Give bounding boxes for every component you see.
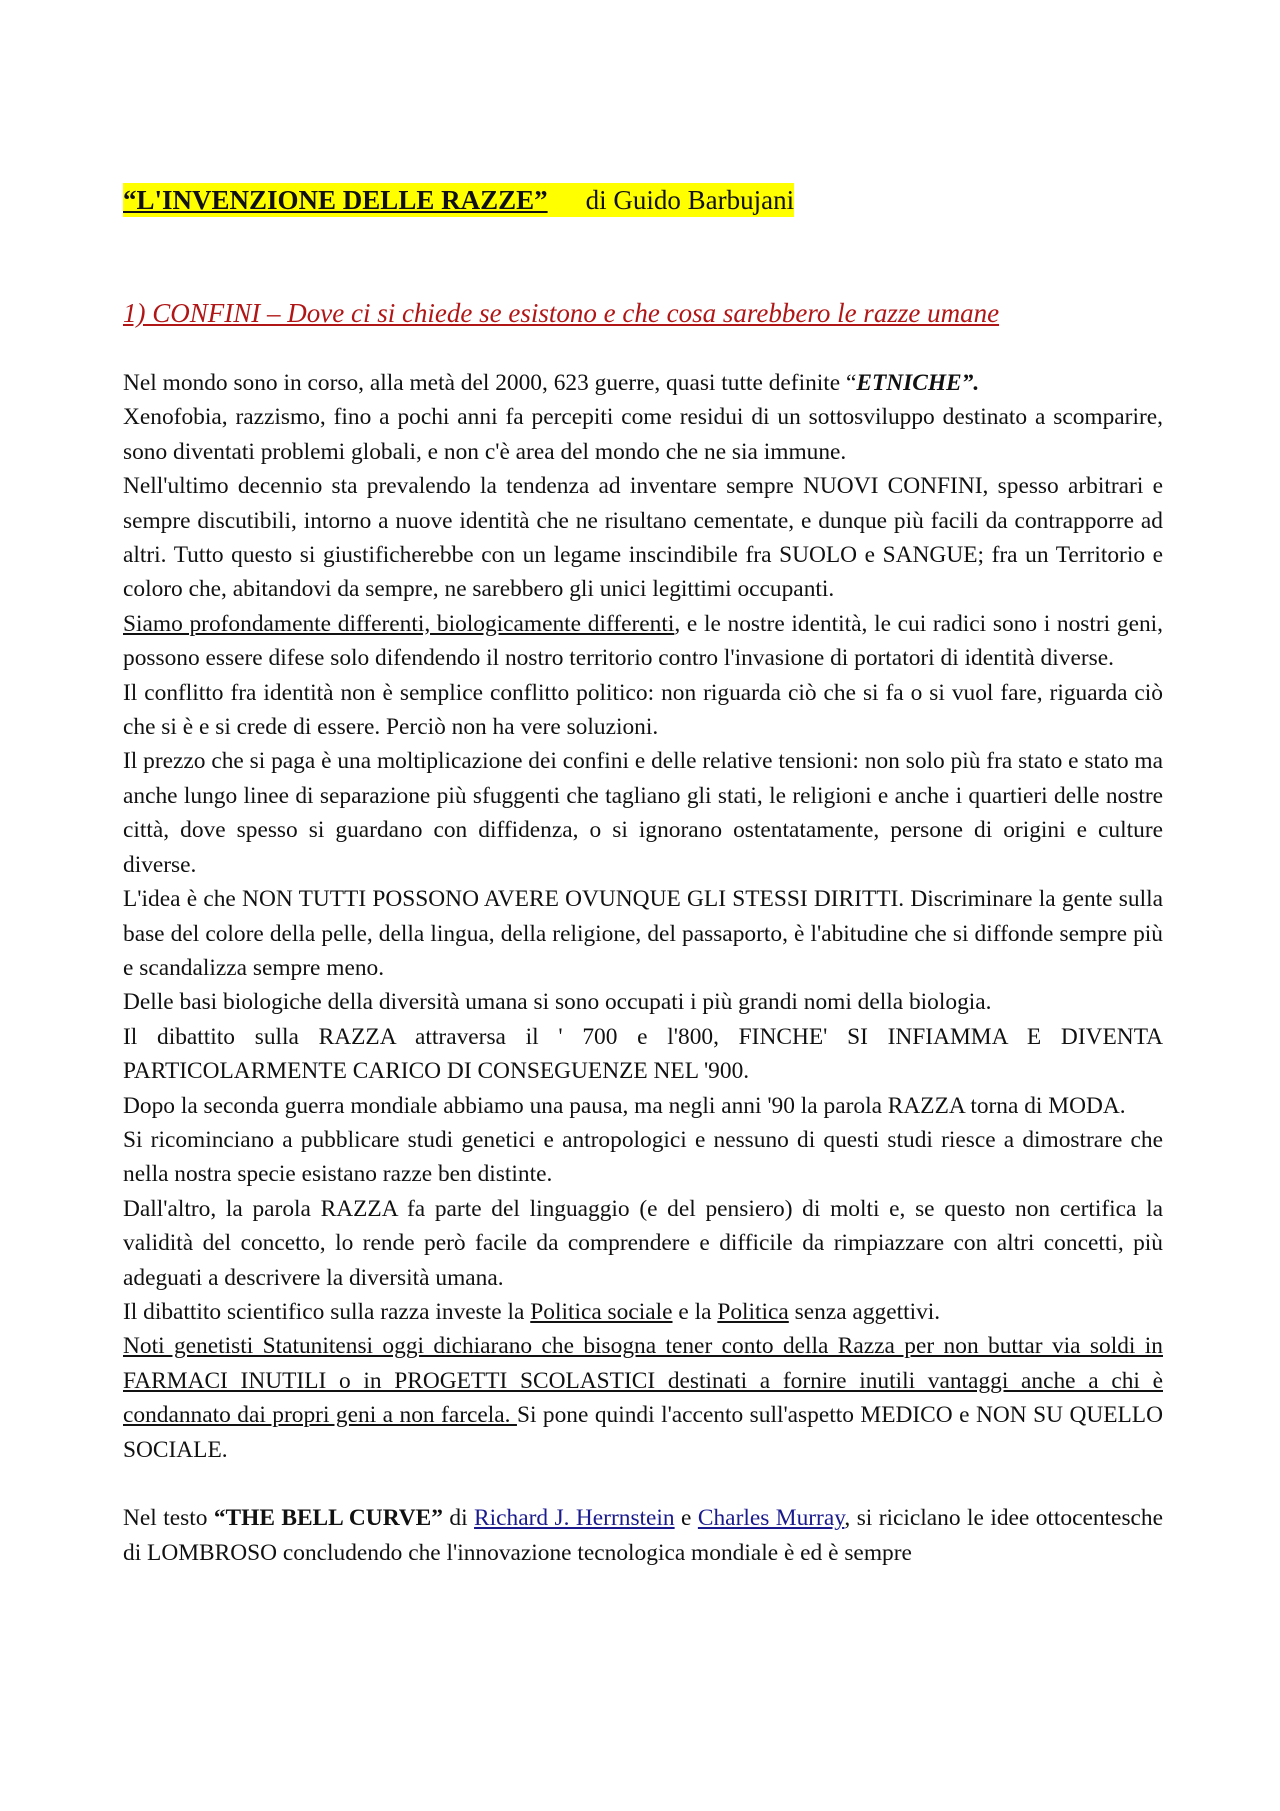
underlined-politica-sociale: Politica sociale [530, 1298, 673, 1325]
emphasis-etniche: ETNICHE”. [856, 370, 980, 396]
underlined-text: Siamo profondamente differenti, biologicamente differenti [123, 610, 675, 637]
paragraph: Siamo profondamente differenti, biologicamente differenti, e le nostre identità, le cui radici sono i nostri geni, possono essere difese solo difendendo il nostro territorio contro l'invasione di portatori di identità diverse. [123, 610, 1163, 672]
paragraph: Il prezzo che si paga è una moltiplicazione dei confini e delle relative tensioni: non solo più fra stato e stato ma anche lungo linee di separazione più sfuggenti che tagliano gli stati, le religioni e anche i quartieri delle nostre città, dove spesso si guardano con diffidenza, o si ignorano ostentatamente, persone di origini e culture diverse. [123, 748, 1163, 878]
link-richard-herrnstein[interactable]: Richard J. Herrnstein [474, 1505, 675, 1532]
paragraph: Il dibattito scientifico sulla razza investe la Politica sociale e la Politica senza aggettivi. [123, 1298, 941, 1325]
paragraph: Dopo la seconda guerra mondiale abbiamo una pausa, ma negli anni '90 la parola RAZZA torna di MODA. [123, 1092, 1126, 1119]
underlined-politica: Politica [717, 1298, 789, 1325]
paragraph: Xenofobia, razzismo, fino a pochi anni fa percepiti come residui di un sottosviluppo destinato a scomparire, sono diventati problemi globali, e non c'è area del mondo che ne sia immune. [123, 404, 1163, 465]
document-body [123, 366, 1163, 1570]
blank-line [123, 1467, 1163, 1501]
paragraph: Nell'ultimo decennio sta prevalendo la tendenza ad inventare sempre NUOVI CONFINI, spesso arbitrari e sempre discutibili, intorno a nuove identità che ne risultano cementate, e dunque più facili da contrapporre ad altri. Tutto questo si giustificherebbe con un legame inscindibile fra SUOLO e SANGUE; fra un Territorio e coloro che, abitandovi da sempre, ne sarebbero gli unici legittimi occupanti. [123, 473, 1163, 603]
link-charles-murray[interactable]: Charles Murray [697, 1505, 845, 1532]
underlined-text: Noti genetisti Statunitensi oggi dichiarano che bisogna tener conto della Razza per non buttar via soldi in FARMACI INUTILI o in PROGETTI SCOLASTICI destinati a fornire inutili vantaggi anche a chi è condannato dai propri geni a non farcela. [123, 1333, 1163, 1429]
section-heading: 1) CONFINI – Dove ci si chiede se esistono e che cosa sarebbero le razze umane [123, 298, 1000, 328]
paragraph: Dall'altro, la parola RAZZA fa parte del linguaggio (e del pensiero) di molti e, se questo non certifica la validità del concetto, lo rende però facile da comprendere e difficile da rimpiazzare con altri concetti, più adeguati a descrivere la diversità umana. [123, 1195, 1163, 1291]
paragraph: Noti genetisti Statunitensi oggi dichiarano che bisogna tener conto della Razza per non buttar via soldi in FARMACI INUTILI o in PROGETTI SCOLASTICI destinati a fornire inutili vantaggi anche a chi è condannato dai propri geni a non farcela. Si pone quindi l'accento sull'aspetto MEDICO e NON SU QUELLO SOCIALE. [123, 1333, 1163, 1463]
book-title: “L'INVENZIONE DELLE RAZZE” [123, 185, 548, 215]
paragraph: Nel testo “THE BELL CURVE” di Richard J. Herrnstein e Charles Murray, si riciclano le idee ottocentesche di LOMBROSO concludendo che l'innovazione tecnologica mondiale è ed è sempre [123, 1505, 1164, 1566]
document-title [123, 183, 794, 217]
paragraph: Il dibattito sulla RAZZA attraversa il ' 700 e l'800, FINCHE' SI INFIAMMA E DIVENTA PARTICOLARMENTE CARICO DI CONSEGUENZE NEL '900. [123, 1023, 1163, 1085]
book-author: di Guido Barbujani [585, 185, 795, 215]
paragraph: Nel mondo sono in corso, alla metà del 2000, 623 guerre, quasi tutte definite “ETNICHE”. [123, 370, 980, 396]
paragraph: Si ricominciano a pubblicare studi genetici e antropologici e nessuno di questi studi riesce a dimostrare che nella nostra specie esistano razze ben distinte. [123, 1126, 1163, 1188]
paragraph: Il conflitto fra identità non è semplice conflitto politico: non riguarda ciò che si fa o si vuol fare, riguarda ciò che si è e si crede di essere. Perciò non ha vere soluzioni. [123, 679, 1163, 741]
paragraph: L'idea è che NON TUTTI POSSONO AVERE OVUNQUE GLI STESSI DIRITTI. Discriminare la gente sulla base del colore della pelle, della lingua, della religione, del passaporto, è l'abitudine che si diffonde sempre più e scandalizza sempre meno. [123, 886, 1163, 981]
paragraph: Delle basi biologiche della diversità umana si sono occupati i più grandi nomi della biologia. [123, 989, 992, 1016]
book-title-bell-curve: “THE BELL CURVE” [213, 1505, 443, 1532]
